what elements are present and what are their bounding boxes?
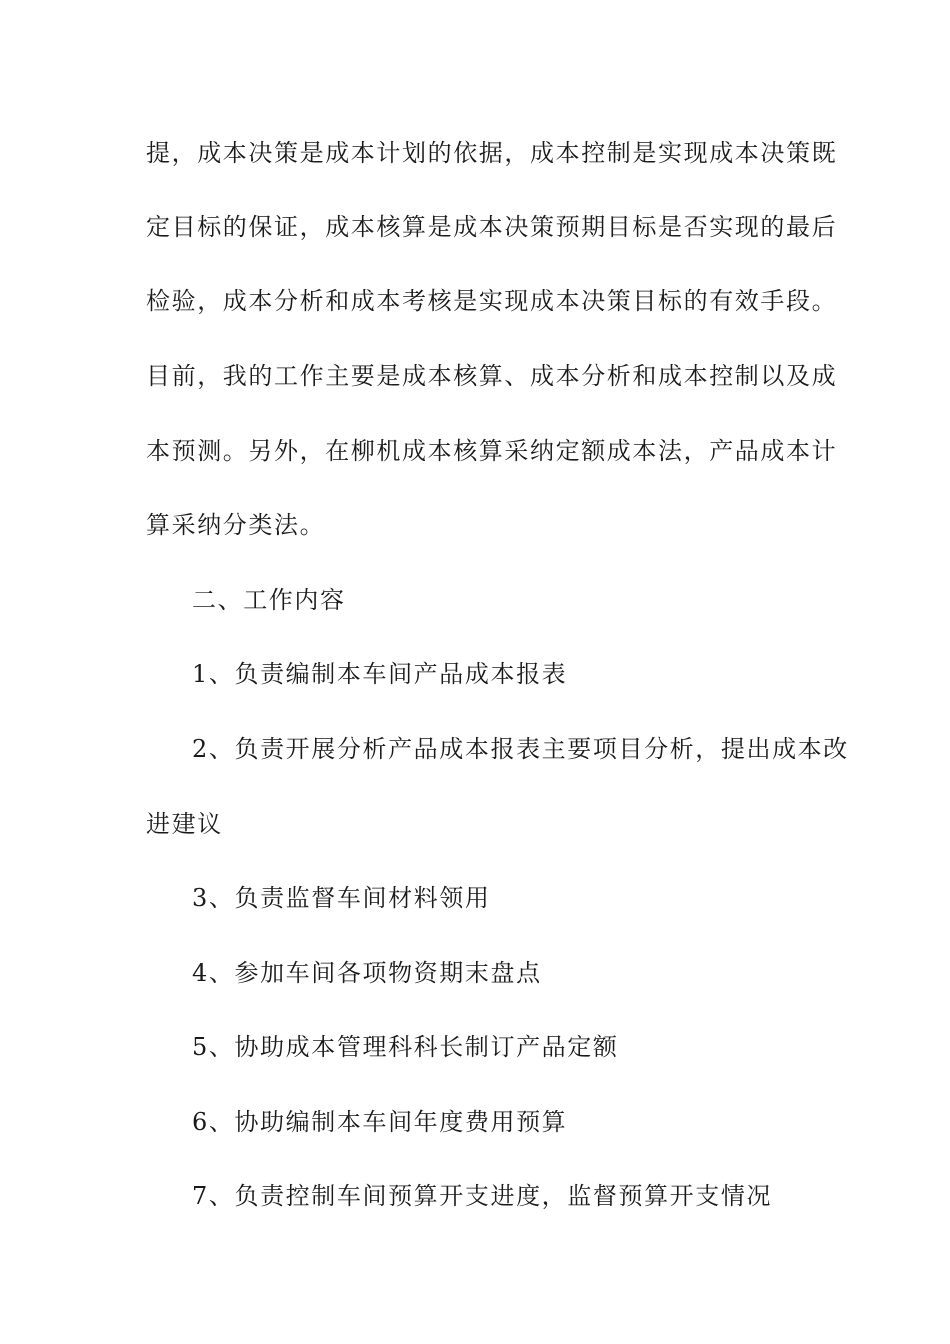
paragraph-line: 目前，我的工作主要是成本核算、成本分析和成本控制以及成 [146, 362, 838, 390]
list-item: 1、负责编制本车间产品成本报表 [192, 660, 568, 688]
list-item: 2、负责开展分析产品成本报表主要项目分析，提出成本改 [192, 735, 849, 763]
list-item: 5、协助成本管理科科长制订产品定额 [192, 1033, 619, 1061]
list-item-continuation: 进建议 [146, 810, 223, 838]
section-heading: 二、工作内容 [192, 586, 346, 614]
paragraph-line: 算采纳分类法。 [146, 511, 326, 539]
paragraph-line: 提，成本决策是成本计划的依据，成本控制是实现成本决策既 [146, 139, 838, 167]
paragraph-line: 检验，成本分析和成本考核是实现成本决策目标的有效手段。 [146, 287, 838, 315]
paragraph-line: 定目标的保证，成本核算是成本决策预期目标是否实现的最后 [146, 213, 838, 241]
list-item: 4、参加车间各项物资期末盘点 [192, 959, 542, 987]
list-item: 3、负责监督车间材料领用 [192, 884, 491, 912]
list-item: 7、负责控制车间预算开支进度，监督预算开支情况 [192, 1182, 773, 1210]
paragraph-line: 本预测。另外，在柳机成本核算采纳定额成本法，产品成本计 [146, 437, 838, 465]
list-item: 6、协助编制本车间年度费用预算 [192, 1108, 568, 1136]
